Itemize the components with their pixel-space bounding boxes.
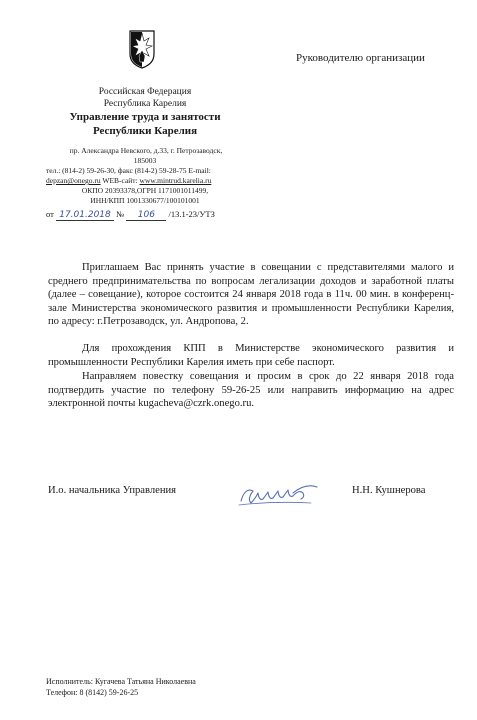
ref-suffix: /13.1-23/УТЗ [168,209,215,219]
reference-line [46,209,215,221]
letterhead-org-name: Управление труда и занятости [69,111,221,123]
letterhead-email[interactable]: depzan@onego.ru [46,176,101,185]
body-paragraph-1: Приглашаем Вас принять участие в совещании с представителями малого и среднего предпринимательства по вопросам легализации доходов и заработной платы (далее – совещание), которое состоится 24 января 2018 года в 11ч. 00 мин. в конференц-зале Министерства экономического развития и промышленности Республики Карелия, по адресу: г.Петрозаводск, ул. Андропова, 2. [48,262,454,328]
letterhead-inn: ИНН/КПП 1001330677/100101001 [90,196,200,205]
body-paragraph-2: Для прохождения КПП в Министерстве экономического развития и промышленности Республики Карелия иметь при себе паспорт. [48,343,454,368]
signatory-position: И.о. начальника Управления [48,485,177,496]
executor-name: Исполнитель: Кугачева Татьяна Николаевна [46,677,196,686]
letterhead-address: пр. Александра Невского, д.33, г. Петрозаводск, [69,146,223,155]
letterhead-org-region: Республики Карелия [92,125,198,137]
karelia-coat-of-arms-icon [127,28,157,70]
letterhead-contacts [46,176,246,186]
ref-date: 17.01.2018 [56,210,114,221]
letterhead-web-label: WEB-сайт: [102,176,138,185]
executor-phone: Телефон: 8 (8142) 59-26-25 [46,688,139,697]
ref-from-label: от [46,209,54,219]
letterhead-phone: тел.: (814-2) 59-26-30, факс (814-2) 59-28-75 E-mail: [46,166,211,175]
letterhead-country: Российская Федерация [98,87,192,97]
letterhead-postcode: 185003 [133,156,157,165]
handwritten-signature [233,479,325,511]
body-paragraph-3: Направляем повестку совещания и просим в срок до 22 января 2018 года подтвердить участие по телефону 59-26-25 или направить информацию на адрес электронной почты kugacheva@czrk.onego.ru. [48,371,454,410]
addressee: Руководителю организации [296,52,425,64]
ref-number: 106 [126,210,166,221]
signatory-name: Н.Н. Кушнерова [352,485,426,496]
ref-number-label: № [116,209,125,219]
letterhead-okpo: ОКПО 20393378,ОГРН 1171001011499, [81,186,209,195]
letterhead-republic: Республика Карелия [103,99,187,109]
letterhead-website[interactable]: www.mintrud.karelia.ru [139,176,212,185]
